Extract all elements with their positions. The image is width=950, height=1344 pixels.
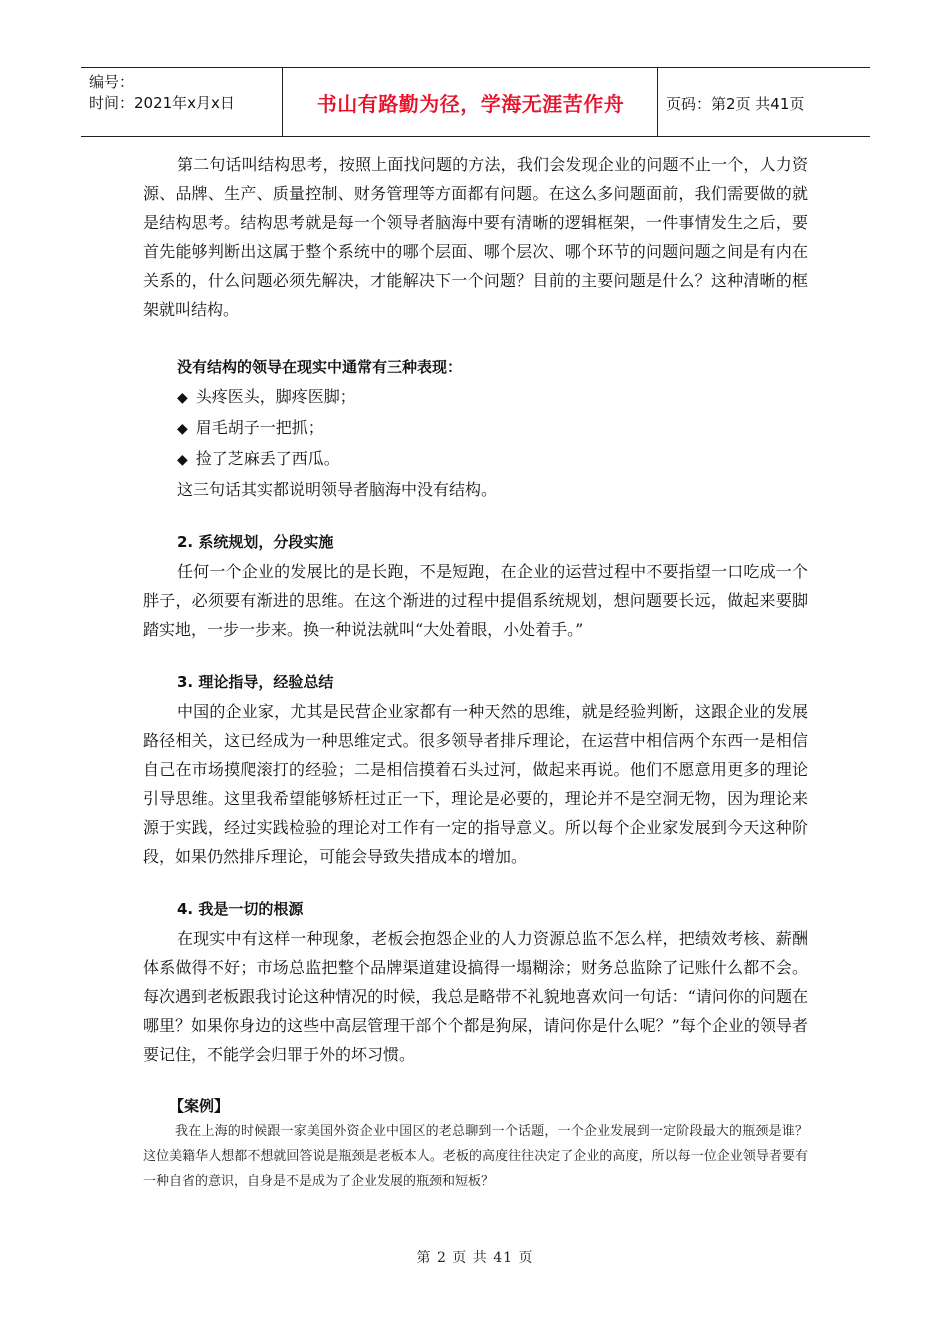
paragraph-conclusion: 这三句话其实都说明领导者脑海中没有结构。	[177, 480, 498, 499]
section-heading-3: 3. 理论指导，经验总结	[177, 673, 334, 691]
heading-no-structure: 没有结构的领导在现实中通常有三种表现：	[177, 358, 463, 376]
header-page-info: 页码：第2页 共41页	[666, 95, 805, 113]
diamond-bullet-icon: ◆	[177, 390, 188, 406]
paragraph-system-planning: 任何一个企业的发展比的是长跑，不是短跑，在企业的运营过程中不要指望一口吃成一个胖子，必须要有渐进的思维。在这个渐进的过程中提倡系统规划，想问题要长远，做起来要脚踏实地，一步一步来。换一种说法就叫“大处着眼，小处着手。”	[143, 562, 808, 639]
list-item: ◆ 眉毛胡子一把抓；	[177, 418, 324, 437]
case-text: 我在上海的时候跟一家美国外资企业中国区的老总聊到一个话题，一个企业发展到一定阶段最大的瓶颈是谁？这位美籍华人想都不想就回答说是瓶颈是老板本人。老板的高度往往决定了企业的高度，所以每一位企业领导者要有一种自省的意识，自身是不是成为了企业发展的瓶颈和短板？	[143, 1124, 808, 1189]
list-item: ◆ 捡了芝麻丢了西瓜。	[177, 449, 340, 468]
paragraph-structure-thinking: 第二句话叫结构思考，按照上面找问题的方法，我们会发现企业的问题不止一个，人力资源、品牌、生产、质量控制、财务管理等方面都有问题。在这么多问题面前，我们需要做的就是结构思考。结构思考就是每一个领导者脑海中要有清晰的逻辑框架，一件事情发生之后，要首先能够判断出这属于整个系统中的哪个层面、哪个层次、哪个环节的问题问题之间是有内在关系的，什么问题必须先解决，才能解决下一个问题？目前的主要问题是什么？这种清晰的框架就叫结构。	[143, 155, 808, 319]
section-heading-4: 4. 我是一切的根源	[177, 900, 304, 918]
diamond-bullet-icon: ◆	[177, 421, 188, 437]
header-meta	[89, 72, 279, 114]
paragraph-theory-guidance: 中国的企业家，尤其是民营企业家都有一种天然的思维，就是经验判断，这跟企业的发展路径相关，这已经成为一种思维定式。很多领导者排斥理论，在运营中相信两个东西一是相信自己在市场摸爬滚打的经验；二是相信摸着石头过河，做起来再说。他们不愿意用更多的理论引导思维。这里我希望能够矫枉过正一下，理论是必要的，理论并不是空洞无物，因为理论来源于实践，经过实践检验的理论对工作有一定的指导意义。所以每个企业家发展到今天这种阶段，如果仍然排斥理论，可能会导致失措成本的增加。	[143, 702, 808, 866]
symptom-list	[143, 382, 808, 475]
header-motto: 书山有路勤为径，学海无涯苦作舟	[316, 92, 625, 116]
section-heading-2: 2. 系统规划，分段实施	[177, 533, 334, 551]
case-title: 【案例】	[169, 1097, 230, 1115]
serial-number-label: 编号：	[89, 73, 135, 91]
header-divider	[282, 68, 283, 136]
header-divider	[657, 68, 658, 136]
page-header	[81, 67, 870, 137]
list-item: ◆ 头疼医头，脚疼医脚；	[177, 387, 356, 406]
document-body	[143, 150, 808, 1194]
paragraph-root-cause: 在现实中有这样一种现象，老板会抱怨企业的人力资源总监不怎么样，把绩效考核、薪酬体系做得不好；市场总监把整个品牌渠道建设搞得一塌糊涂；财务总监除了记账什么都不会。每次遇到老板跟我讨论这种情况的时候，我总是略带不礼貌地喜欢问一句话：“请问你的问题在哪里？如果你身边的这些中高层管理干部个个都是狗屎，请问你是什么呢？”每个企业的领导者要记住，不能学会归罪于外的坏习惯。	[143, 929, 808, 1064]
page-footer: 第 2 页 共 41 页	[416, 1250, 534, 1266]
diamond-bullet-icon: ◆	[177, 452, 188, 468]
date-label: 时间：2021年x月x日	[89, 94, 235, 112]
